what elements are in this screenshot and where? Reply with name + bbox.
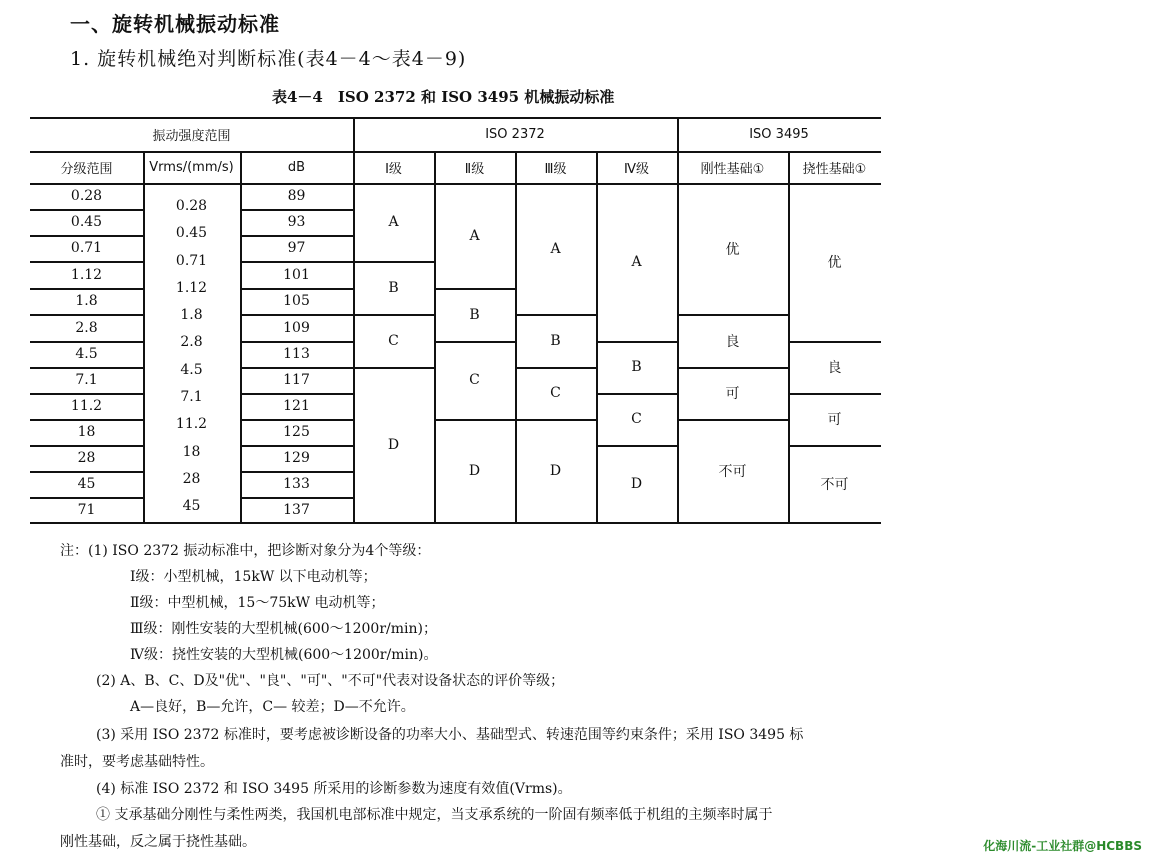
note-line: Ⅲ级：刚性安装的大型机械(600～1200r/min)； [130, 621, 437, 637]
note-line: ① 支承基础分刚性与柔性两类，我国机电部标准中规定，当支承系统的一阶固有频率低于机组的主频率时属于 [96, 807, 773, 823]
class4-grade: D [630, 475, 643, 492]
class1-grade: C [388, 332, 399, 349]
subsection-heading: 1. 旋转机械绝对判断标准(表4－4～表4－9) [70, 48, 467, 70]
vrms-cell: 45 [182, 498, 201, 515]
rigid-grade: 优 [725, 241, 740, 258]
range-cell: 45 [77, 476, 96, 492]
class3-grade: B [550, 332, 561, 349]
col-header-class4: Ⅳ级 [624, 161, 649, 177]
db-cell: 109 [283, 319, 310, 336]
col-header-class2: Ⅱ级 [464, 161, 485, 177]
rigid-grade: 良 [725, 333, 740, 350]
rigid-grade: 可 [725, 386, 740, 402]
db-cell: 129 [283, 450, 310, 466]
vrms-cell: 0.45 [175, 225, 208, 242]
vrms-cell: 0.71 [175, 252, 208, 269]
range-cell: 0.28 [70, 188, 103, 204]
class1-grade: A [388, 214, 399, 230]
col-header-flexible: 挠性基础① [802, 161, 867, 177]
range-cell: 1.12 [70, 266, 103, 283]
range-cell: 0.71 [70, 240, 103, 256]
vrms-cell: 0.28 [175, 198, 208, 214]
range-cell: 2.8 [75, 319, 98, 336]
note-line: Ⅳ级：挠性安装的大型机械(600～1200r/min)。 [130, 647, 438, 663]
vrms-cell: 28 [182, 470, 201, 487]
flexible-grade: 良 [827, 360, 842, 376]
class4-grade: C [631, 411, 642, 427]
col-header-vrms: Vrms/(mm/s) [149, 159, 234, 175]
db-cell: 137 [283, 501, 310, 518]
range-cell: 0.45 [70, 214, 103, 230]
vrms-column [143, 193, 240, 521]
note-line: (2) A、B、C、D及"优"、"良"、"可"、"不可"代表对设备状态的评价等级； [96, 673, 565, 689]
range-cell: 18 [77, 424, 96, 440]
vrms-cell: 2.8 [180, 334, 203, 351]
vrms-cell: 1.8 [180, 307, 203, 324]
range-cell: 4.5 [75, 346, 98, 362]
note-line: Ⅱ级：中型机械，15～75kW 电动机等； [130, 595, 385, 611]
flexible-grade: 优 [827, 255, 842, 271]
vrms-cell: 7.1 [180, 389, 203, 406]
db-cell: 105 [283, 293, 310, 309]
vrms-cell: 18 [182, 443, 201, 460]
db-cell: 117 [283, 372, 310, 388]
class1-grade: D [387, 436, 400, 453]
table-caption: 表4－4 ISO 2372 和 ISO 3495 机械振动标准 [272, 88, 615, 106]
note-line: A—良好，B—允许，C— 较差；D—不允许。 [130, 699, 415, 715]
note-line: (3) 采用 ISO 2372 标准时，要考虑被诊断设备的功率大小、基础型式、转速范围等约束条件；采用 ISO 3495 标 [96, 727, 804, 743]
note-line: (4) 标准 ISO 2372 和 ISO 3495 所采用的诊断参数为速度有效值(Vrms)。 [96, 781, 572, 797]
class4-grade: A [631, 254, 642, 270]
vrms-cell: 1.12 [175, 279, 208, 296]
db-cell: 133 [283, 476, 310, 492]
vibration-standard-table [30, 117, 881, 523]
vrms-cell: 4.5 [180, 361, 203, 378]
db-cell: 113 [283, 346, 310, 362]
rigid-grade: 不可 [718, 463, 747, 480]
header-iso3495: ISO 3495 [749, 126, 809, 142]
col-header-class3: Ⅲ级 [544, 161, 567, 177]
db-cell: 125 [283, 424, 310, 440]
vrms-cell: 11.2 [175, 416, 208, 433]
flexible-grade: 不可 [820, 476, 849, 493]
class3-grade: D [549, 462, 562, 479]
range-cell: 7.1 [75, 372, 98, 388]
note-line: 注：(1) ISO 2372 振动标准中，把诊断对象分为4个等级： [60, 543, 431, 559]
note-line: 准时，要考虑基础特性。 [60, 754, 214, 770]
watermark: 化海川流-工业社群@HCBBS [983, 839, 1142, 853]
note-line: 刚性基础，反之属于挠性基础。 [60, 834, 256, 850]
class2-grade: D [468, 462, 481, 479]
range-cell: 71 [77, 501, 96, 518]
range-cell: 11.2 [70, 398, 103, 414]
class4-grade: B [631, 359, 642, 375]
col-header-rigid: 刚性基础① [700, 161, 765, 177]
class3-grade: A [550, 240, 561, 257]
db-cell: 97 [287, 240, 306, 256]
class2-grade: C [469, 372, 480, 388]
class1-grade: B [388, 279, 399, 296]
class2-grade: B [469, 306, 480, 323]
class3-grade: C [550, 385, 561, 401]
section-heading: 一、旋转机械振动标准 [70, 12, 280, 36]
header-iso2372: ISO 2372 [485, 126, 545, 142]
col-header-range: 分级范围 [60, 161, 113, 177]
flexible-grade: 可 [827, 412, 842, 428]
db-cell: 93 [287, 214, 306, 230]
class2-grade: A [469, 227, 480, 244]
header-intensity: 振动强度范围 [152, 128, 231, 144]
db-cell: 101 [283, 266, 310, 283]
db-cell: 121 [283, 398, 310, 414]
note-line: Ⅰ级：小型机械，15kW 以下电动机等； [130, 569, 377, 585]
range-cell: 28 [77, 450, 96, 466]
range-cell: 1.8 [75, 293, 98, 309]
col-header-db: dB [287, 159, 306, 175]
db-cell: 89 [287, 188, 306, 204]
col-header-class1: Ⅰ级 [385, 161, 402, 177]
